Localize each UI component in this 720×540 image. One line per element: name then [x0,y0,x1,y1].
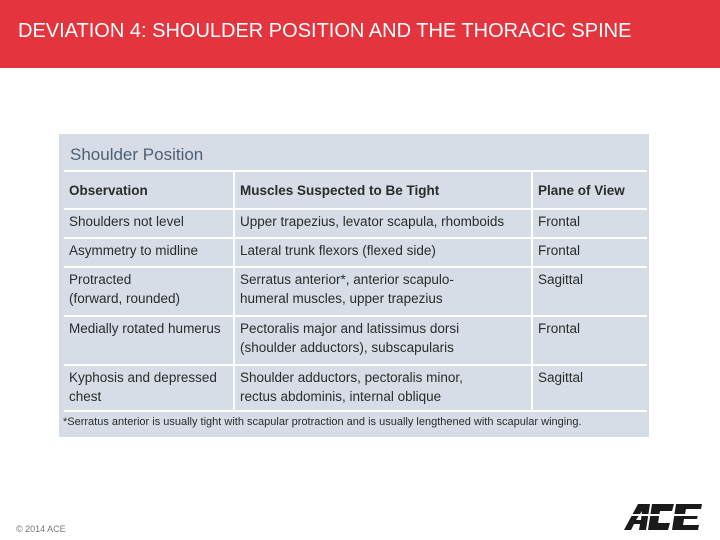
column-header-plane: Plane of View [532,171,647,209]
table-footnote: *Serratus anterior is usually tight with scapular protraction and is usually lengthened with scapular winging. [63,416,582,428]
muscles-cell [234,209,532,238]
shoulder-position-table [64,170,647,412]
observation-cell [64,238,234,267]
observation-cell [64,209,234,238]
cell-line: Upper trapezius, levator scapula, rhomboids [240,214,505,229]
ace-logo-a-shape [624,504,650,530]
muscles-cell [234,316,532,365]
table-row [64,267,647,316]
cell-line: (forward, rounded) [69,291,181,306]
table-row [64,238,647,267]
observation-cell [64,267,234,316]
cell-line: Lateral trunk flexors (flexed side) [240,243,436,258]
cell-line: rectus abdominis, internal oblique [240,389,442,404]
shoulder-position-table-panel [59,134,649,437]
cell-line: Shoulders not level [69,214,184,229]
cell-line: Medially rotated humerus [69,321,221,336]
plane-cell: Sagittal [532,267,647,316]
plane-cell: Frontal [532,209,647,238]
plane-cell: Frontal [532,238,647,267]
table-header-row [64,171,647,209]
ace-logo-mark [622,500,710,532]
column-header-observation: Observation [64,171,234,209]
page-title: DEVIATION 4: SHOULDER POSITION AND THE THORACIC SPINE [18,20,632,42]
table-row [64,365,647,411]
plane-cell: Frontal [532,316,647,365]
cell-line: Shoulder adductors, pectoralis minor, [240,370,463,385]
cell-line: Asymmetry to midline [69,243,199,258]
ace-logo-c-shape [648,504,674,530]
cell-line: (shoulder adductors), subscapularis [240,340,454,355]
observation-cell [64,365,234,411]
table-title: Shoulder Position [70,145,204,164]
observation-cell [64,316,234,365]
cell-line: Protracted [69,272,132,287]
ace-logo-stripe [624,514,708,516]
ace-logo [622,500,710,537]
header-bar [0,0,720,68]
cell-line: humeral muscles, upper trapezius [240,291,443,306]
column-header-muscles: Muscles Suspected to Be Tight [234,171,532,209]
muscles-cell [234,267,532,316]
table-row [64,316,647,365]
cell-line: Serratus anterior*, anterior scapulo- [240,272,454,287]
muscles-cell [234,365,532,411]
cell-line: chest [69,389,102,404]
copyright-text: © 2014 ACE [16,524,66,534]
table-row [64,209,647,238]
muscles-cell [234,238,532,267]
cell-line: Pectoralis major and latissimus dorsi [240,321,460,336]
plane-cell: Sagittal [532,365,647,411]
ace-logo-e-shape [672,504,702,530]
cell-line: Kyphosis and depressed [69,370,217,385]
